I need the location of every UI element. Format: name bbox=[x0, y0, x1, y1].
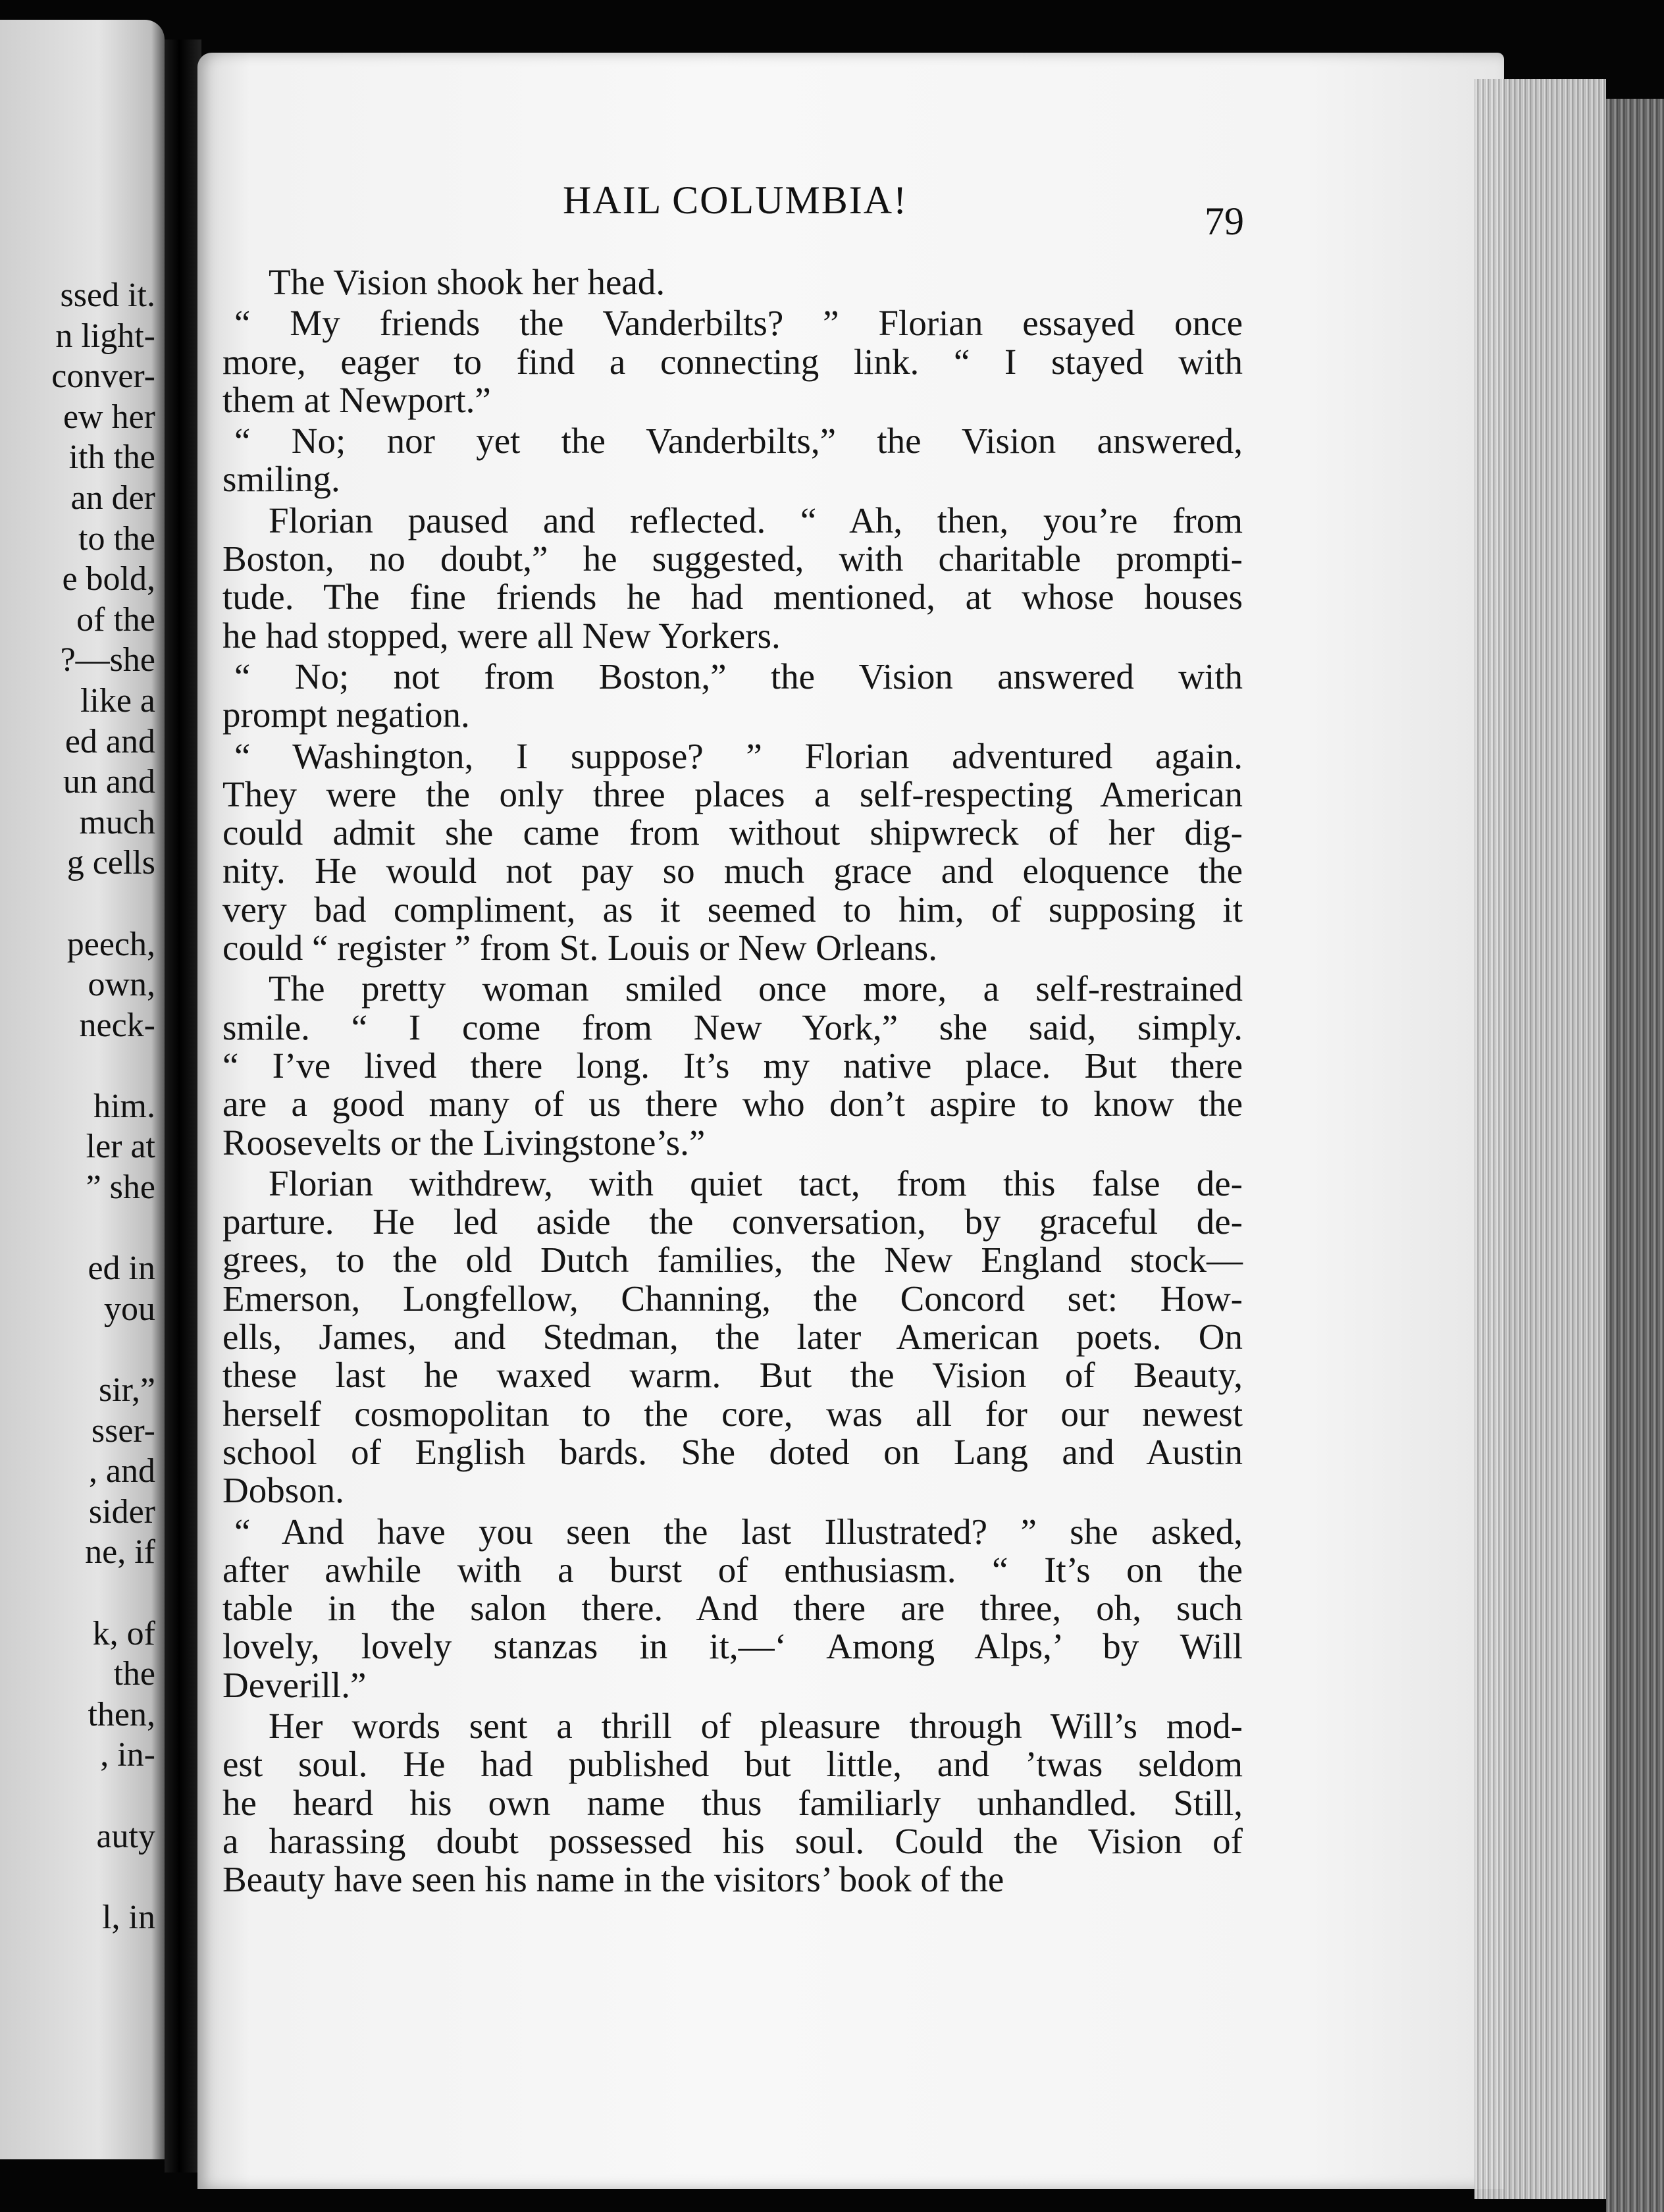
previous-page-line: , in- bbox=[100, 1736, 155, 1774]
running-head: HAIL COLUMBIA! bbox=[563, 178, 908, 222]
text-line: Emerson, Longfellow, Channing, the Concord set: How- bbox=[222, 1278, 1243, 1319]
text-line: them at Newport.” bbox=[222, 379, 491, 420]
paragraph bbox=[222, 502, 1243, 655]
previous-page-line: like a bbox=[80, 681, 155, 720]
paragraph bbox=[222, 1165, 1243, 1510]
previous-page-line bbox=[51, 1208, 155, 1249]
text-line: “ My friends the Vanderbilts? ” Florian essayed once bbox=[234, 303, 1243, 344]
previous-page-line bbox=[51, 1776, 155, 1816]
previous-page-line: much bbox=[79, 803, 155, 841]
text-line: after awhile with a burst of enthusiasm. “ It’s on the bbox=[222, 1549, 1243, 1590]
previous-page-line: ed in bbox=[88, 1250, 155, 1288]
text-line: Her words sent a thrill of pleasure through Will’s mod- bbox=[269, 1705, 1243, 1746]
text-line: “ Washington, I suppose? ” Florian adventured again. bbox=[234, 735, 1243, 776]
text-line: very bad compliment, as it seemed to him, of supposing it bbox=[222, 889, 1243, 930]
text-line: ells, James, and Stedman, the later American poets. On bbox=[222, 1317, 1243, 1357]
previous-page-line: own, bbox=[88, 966, 155, 1004]
paragraph bbox=[222, 658, 1243, 735]
text-line: a harassing doubt possessed his soul. Could the Vision of bbox=[222, 1820, 1243, 1861]
paragraph bbox=[222, 304, 1243, 419]
text-line: table in the salon there. And there are three, oh, such bbox=[222, 1588, 1243, 1629]
previous-page-line: sser- bbox=[91, 1411, 155, 1450]
previous-page-line: g cells bbox=[66, 844, 155, 882]
previous-page-line: sider bbox=[88, 1492, 155, 1531]
previous-page-line: ” she bbox=[86, 1169, 155, 1207]
previous-page-line: him. bbox=[93, 1087, 155, 1125]
text-line: parture. He led aside the conversation, by graceful de- bbox=[222, 1201, 1243, 1242]
book-cover-edge bbox=[1606, 99, 1664, 2212]
text-line: school of English bards. She doted on Lang and Austin bbox=[222, 1431, 1243, 1472]
previous-page-line: un and bbox=[63, 763, 155, 801]
previous-page-line: an der bbox=[70, 479, 155, 517]
text-line: these last he waxed warm. But the Vision of Beauty, bbox=[222, 1355, 1243, 1396]
previous-page-line: ler at bbox=[86, 1128, 155, 1166]
previous-page-line: sir,” bbox=[99, 1371, 155, 1409]
previous-page-line: the bbox=[113, 1655, 155, 1693]
text-line: nity. He would not pay so much grace and eloquence the bbox=[222, 851, 1243, 891]
previous-page-line: to the bbox=[78, 519, 155, 558]
paragraph bbox=[222, 1513, 1243, 1704]
previous-page-line bbox=[51, 1045, 155, 1086]
text-line: They were the only three places a self-respecting American bbox=[222, 774, 1243, 814]
text-line: Deverill.” bbox=[222, 1664, 367, 1705]
text-line: could “ register ” from St. Louis or New Orleans. bbox=[222, 928, 937, 968]
previous-page-line bbox=[51, 1573, 155, 1614]
text-line: “ I’ve lived there long. It’s my native place. But there bbox=[222, 1045, 1243, 1086]
text-line: he heard his own name thus familiarly unhandled. Still, bbox=[222, 1782, 1243, 1823]
paragraph bbox=[222, 1707, 1243, 1899]
text-line: more, eager to find a connecting link. “ I stayed with bbox=[222, 341, 1243, 382]
text-line: “ No; nor yet the Vanderbilts,” the Vision answered, bbox=[234, 421, 1243, 461]
page-body-text bbox=[222, 263, 1243, 1901]
text-line: “ No; not from Boston,” the Vision answered with bbox=[234, 656, 1243, 697]
previous-page-edge bbox=[0, 20, 165, 2159]
text-line: grees, to the old Dutch families, the New England stock— bbox=[222, 1240, 1243, 1280]
text-line: are a good many of us there who don’t aspire to know the bbox=[222, 1084, 1243, 1124]
previous-page-line: neck- bbox=[79, 1006, 155, 1044]
paragraph bbox=[222, 737, 1243, 968]
previous-page-line: ew her bbox=[63, 398, 155, 436]
text-line: smile. “ I come from New York,” she said, simply. bbox=[222, 1007, 1243, 1047]
text-line: est soul. He had published but little, and ’twas seldom bbox=[222, 1744, 1243, 1785]
previous-page-line: l, in bbox=[102, 1898, 155, 1936]
previous-page-line: e bold, bbox=[62, 560, 155, 598]
previous-page-line: , and bbox=[88, 1452, 155, 1490]
paragraph bbox=[222, 970, 1243, 1161]
previous-page-line: ssed it. bbox=[60, 276, 155, 314]
text-line: Boston, no doubt,” he suggested, with charitable prompti- bbox=[222, 539, 1243, 579]
previous-page-line bbox=[51, 1856, 155, 1897]
previous-page-line bbox=[51, 1329, 155, 1370]
text-line: Beauty have seen his name in the visitors’ book of the bbox=[222, 1859, 1004, 1900]
text-line: Florian withdrew, with quiet tact, from this false de- bbox=[269, 1163, 1243, 1203]
previous-page-line: ne, if bbox=[85, 1533, 155, 1571]
previous-page-line: ith the bbox=[68, 438, 155, 477]
text-line: prompt negation. bbox=[222, 695, 470, 735]
text-line: Roosevelts or the Livingstone’s.” bbox=[222, 1122, 706, 1163]
previous-page-text-fragments bbox=[51, 275, 155, 1937]
text-line: herself cosmopolitan to the core, was all for our newest bbox=[222, 1393, 1243, 1434]
text-line: Dobson. bbox=[222, 1470, 344, 1511]
text-line: The pretty woman smiled once more, a self-restrained bbox=[269, 968, 1243, 1009]
previous-page-line: of the bbox=[76, 600, 155, 639]
paragraph bbox=[222, 263, 1243, 302]
text-line: smiling. bbox=[222, 459, 340, 500]
page-stack-edge bbox=[1474, 79, 1606, 2199]
previous-page-line: k, of bbox=[92, 1614, 155, 1652]
text-line: lovely, lovely stanzas in it,—‘ Among Alps,’ by Will bbox=[222, 1626, 1243, 1667]
text-line: could admit she came from without shipwreck of her dig- bbox=[222, 812, 1243, 853]
text-line: he had stopped, were all New Yorkers. bbox=[222, 615, 781, 656]
previous-page-line bbox=[51, 883, 155, 924]
page-number: 79 bbox=[1205, 199, 1244, 243]
text-line: tude. The fine friends he had mentioned, at whose houses bbox=[222, 577, 1243, 618]
text-line: The Vision shook her head. bbox=[269, 262, 665, 302]
previous-page-line: ?—she bbox=[60, 641, 155, 679]
previous-page-line: conver- bbox=[51, 357, 155, 396]
book-gutter bbox=[165, 40, 201, 2172]
text-line: Florian paused and reflected. “ Ah, then, you’re from bbox=[269, 500, 1243, 540]
text-line: “ And have you seen the last Illustrated? ” she asked, bbox=[234, 1511, 1243, 1552]
previous-page-line: then, bbox=[88, 1695, 155, 1733]
previous-page-line: you bbox=[104, 1290, 155, 1328]
previous-page-line: auty bbox=[96, 1817, 155, 1855]
paragraph bbox=[222, 422, 1243, 499]
previous-page-line: peech, bbox=[66, 925, 155, 963]
previous-page-line: ed and bbox=[65, 722, 155, 760]
previous-page-line: n light- bbox=[55, 317, 155, 355]
